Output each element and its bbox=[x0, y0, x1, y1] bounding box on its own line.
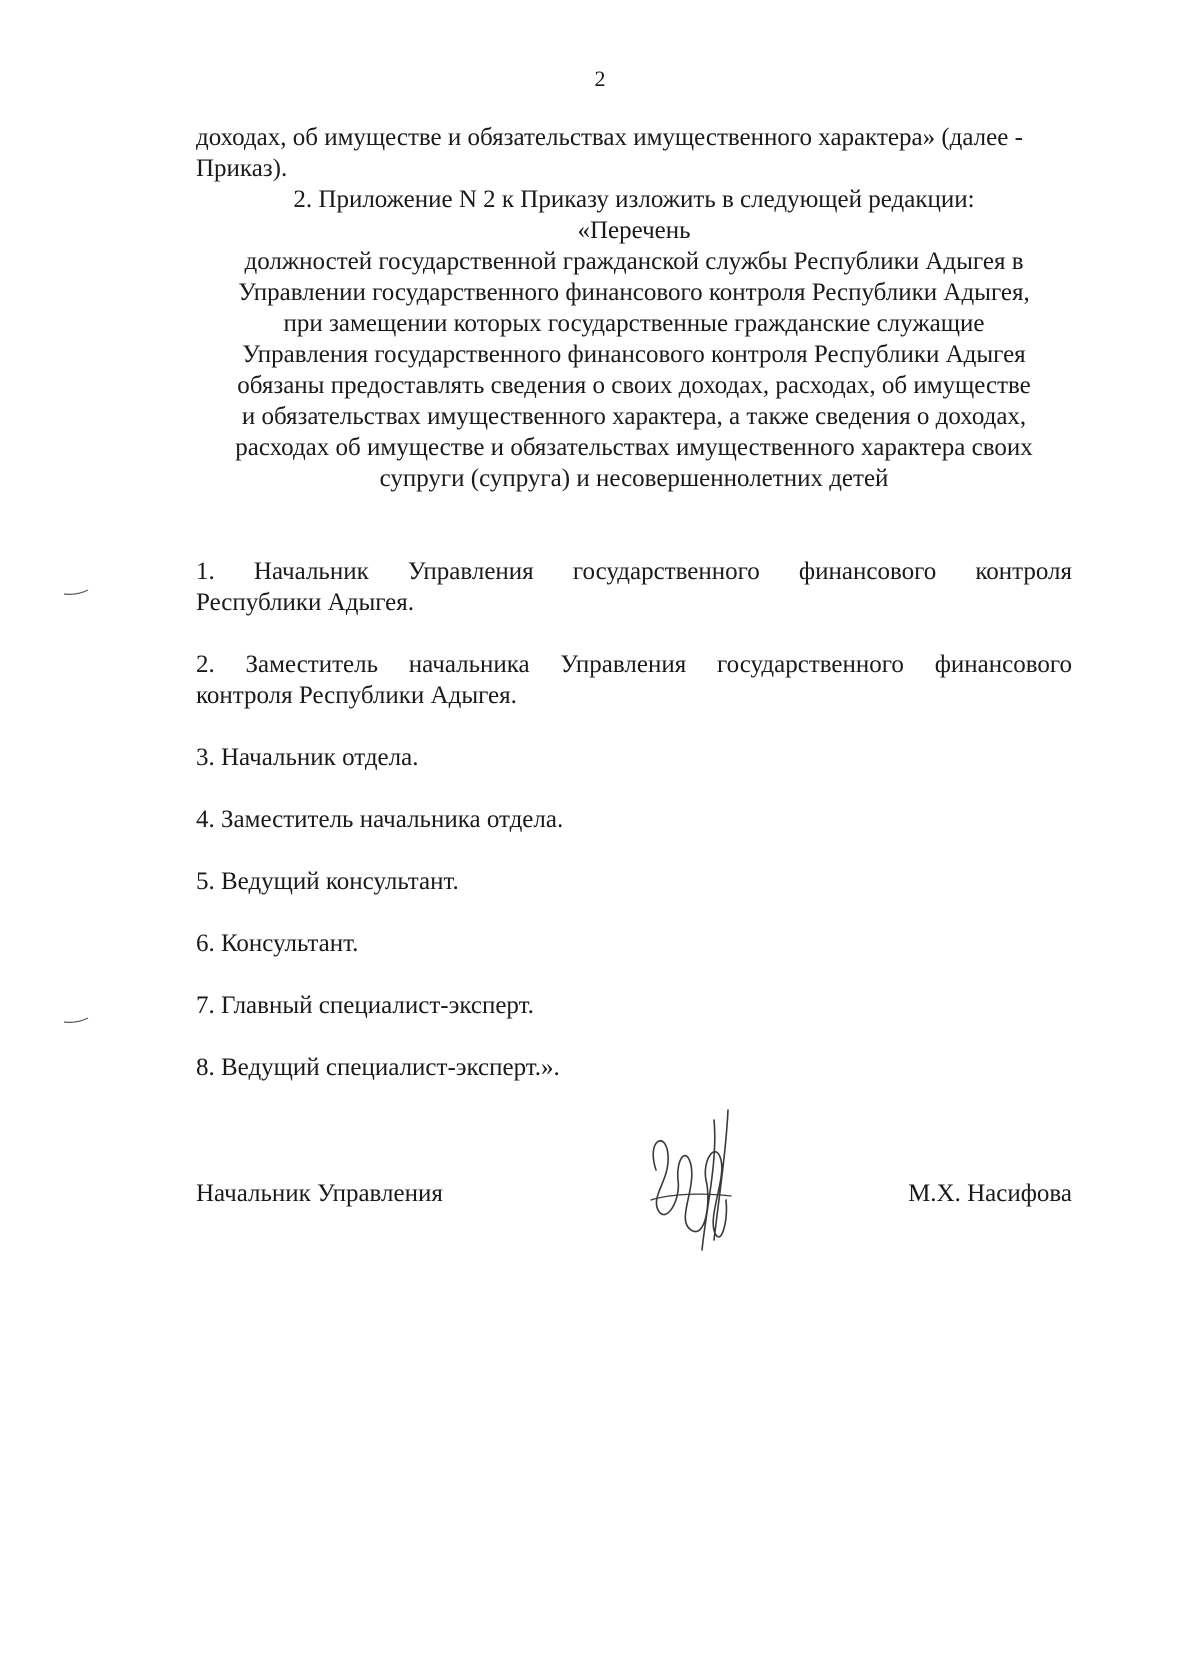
list-title-open: «Перечень bbox=[577, 217, 691, 244]
list-title-line: обязаны предоставлять сведения о своих доходах, расходах, об имуществе bbox=[237, 372, 1031, 399]
list-item-line: 2. Заместитель начальника Управления государственного финансового bbox=[196, 651, 1072, 678]
list-title-line: Управлении государственного финансового контроля Республики Адыгея, bbox=[238, 279, 1030, 306]
list-item: 8. Ведущий специалист-эксперт.». bbox=[196, 1054, 560, 1081]
list-title-block bbox=[196, 215, 1072, 494]
list-item: 3. Начальник отдела. bbox=[196, 744, 419, 771]
margin-mark bbox=[62, 588, 90, 596]
list-title-line: Управления государственного финансового контроля Республики Адыгея bbox=[242, 341, 1026, 368]
list-item: 4. Заместитель начальника отдела. bbox=[196, 806, 564, 833]
signatory-position: Начальник Управления bbox=[196, 1180, 443, 1207]
positions-list bbox=[196, 556, 1072, 1114]
list-item bbox=[196, 649, 1072, 711]
list-title-line: расходах об имуществе и обязательствах имущественного характера своих bbox=[235, 434, 1033, 461]
list-item: 7. Главный специалист-эксперт. bbox=[196, 992, 534, 1019]
margin-mark bbox=[62, 1016, 90, 1024]
signatory-name: М.Х. Насифова bbox=[908, 1180, 1072, 1207]
list-item: 6. Консультант. bbox=[196, 930, 359, 957]
list-item-line: контроля Республики Адыгея. bbox=[196, 682, 517, 709]
list-title-line: и обязательствах имущественного характера, а также сведения о доходах, bbox=[241, 403, 1027, 430]
list-title-line: супруги (супруга) и несовершеннолетних детей bbox=[379, 465, 889, 492]
signature-block bbox=[196, 1178, 1072, 1218]
list-title-line: должностей государственной гражданской службы Республики Адыгея в bbox=[244, 248, 1024, 275]
amendment-item-2: 2. Приложение N 2 к Приказу изложить в следующей редакции: bbox=[293, 186, 975, 213]
list-item: 5. Ведущий консультант. bbox=[196, 868, 459, 895]
intro-section bbox=[196, 122, 1072, 494]
list-item bbox=[196, 556, 1072, 618]
page-number: 2 bbox=[594, 66, 606, 91]
intro-continuation: доходах, об имуществе и обязательствах имущественного характера» (далее - Приказ). bbox=[196, 124, 1023, 182]
list-item-line: 1. Начальник Управления государственного финансового контроля bbox=[196, 558, 1072, 585]
list-title-line: при замещении которых государственные гражданские служащие bbox=[283, 310, 985, 337]
list-item-line: Республики Адыгея. bbox=[196, 589, 415, 616]
